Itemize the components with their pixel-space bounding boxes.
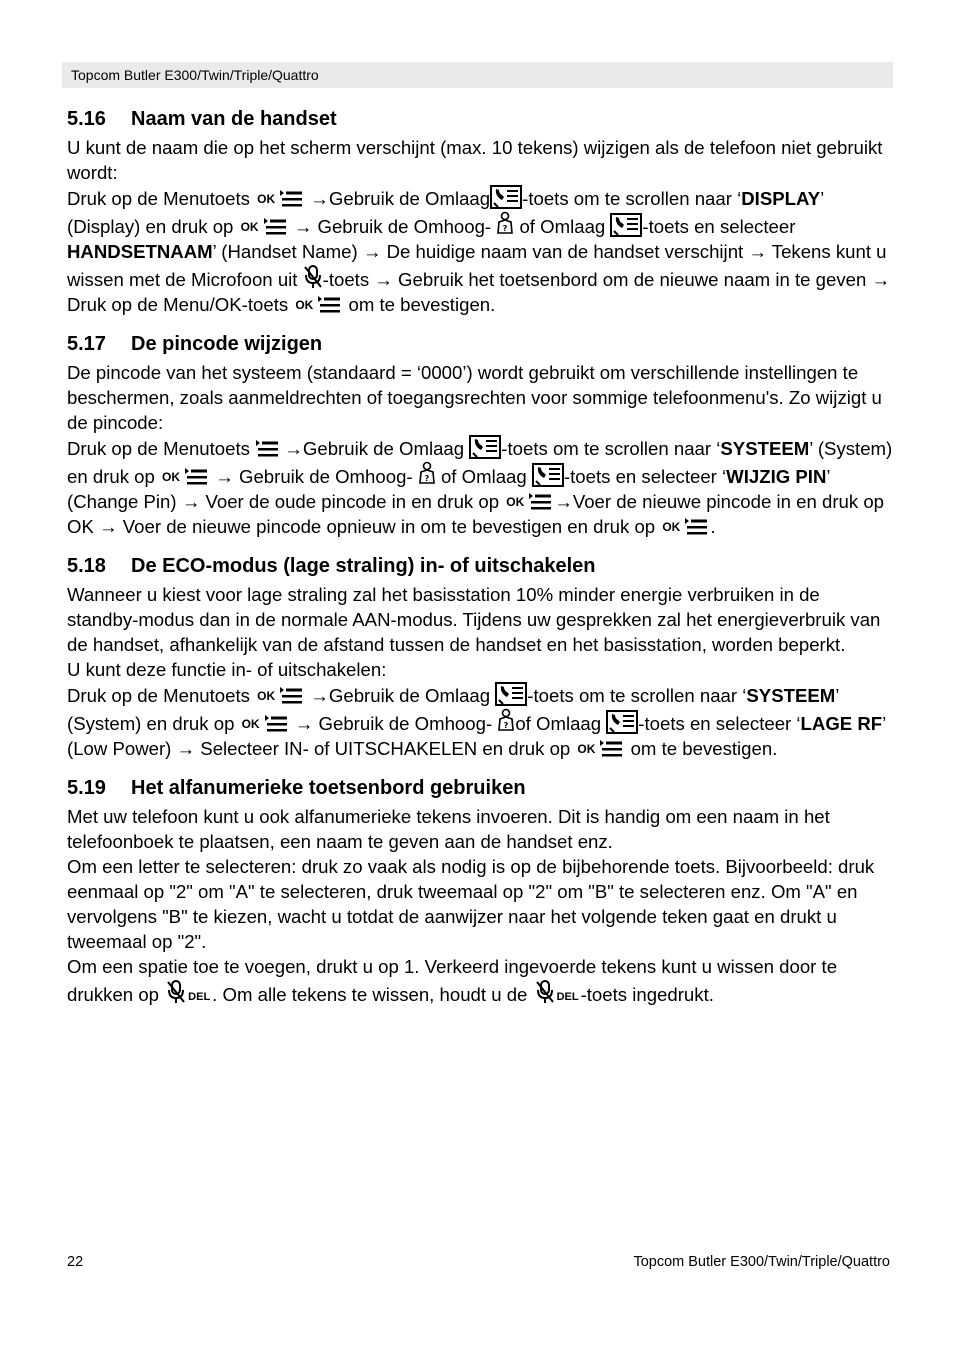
text-run: of Omlaag [519,216,606,237]
ok-label: OK [662,520,681,534]
instruction-paragraph [67,954,893,1010]
section-number: 5.19 [67,777,106,799]
page-number: 22 [67,1254,84,1270]
menu-option: DISPLAY [741,188,821,209]
page-content [67,106,893,1024]
microphone-mute-icon [535,979,555,1005]
text-run: Druk op de Menutoets [67,685,250,706]
ok-menu-icon [242,711,288,736]
text-run: →Voer de nieuwe pincode in en druk op OK → Voer de nieuwe pincode opnieuw in om te bevestigen en druk op [67,491,884,537]
section-heading [67,775,893,802]
scroll-down-key-icon [495,682,527,706]
section-number: 5.17 [67,333,106,355]
paragraph: U kunt deze functie in- of uitschakelen: [67,659,387,680]
paragraph: De pincode van het systeem (standaard = ‘0000’) wordt gebruikt om verschillende instellingen te beschermen, zoals aanmeldrechten of toegangsrechten voor sommige telefoonmenu's. Zo wijzigt u de pincode: [67,362,882,433]
scroll-down-key-icon [469,435,501,459]
text-run: ’ (Handset Name) → De huidige naam van de handset verschijnt → Tekens kunt u wissen met de Microfoon uit [67,241,887,290]
section-change-pin [67,331,893,539]
text-run: -toets en selecteer [642,216,796,237]
del-label: DEL [556,991,579,1003]
section-eco-mode [67,553,893,761]
ok-label: OK [240,220,259,234]
text-run: ’ (System) en druk op [67,438,893,487]
text-run: → Gebruik de Omhoog- [293,216,492,237]
text-run: →Gebruik de Omlaag [310,188,491,209]
menu-icon [599,739,623,759]
mic-del-key-icon [535,979,579,1010]
menu-option: LAGE RF [800,713,883,734]
text-run: of Omlaag [440,466,527,487]
ok-label: OK [257,689,276,703]
instruction-paragraph [67,682,893,761]
scroll-up-key-icon [418,461,436,487]
section-title: Het alfanumerieke toetsenbord gebruiken [131,777,526,799]
section-heading [67,553,893,580]
paragraph: Wanneer u kiest voor lage straling zal het basisstation 10% minder energie verbruiken in de standby-modus dan in de normale AAN-modus. Tijdens uw gesprekken zal het energieverbruik van de handset, afhankelijk van de afstand tussen de handset en het basisstation, worden beperkt. [67,584,881,655]
text-run: →Gebruik de Omlaag [284,438,465,459]
menu-icon [279,686,303,706]
text-run: -toets en selecteer ‘ [638,713,801,734]
microphone-mute-icon [166,979,186,1005]
text-run: Druk op de Menutoets [67,188,250,209]
menu-icon [684,517,708,537]
text-run: -toets → Gebruik het toetsenbord om de nieuwe naam in te geven → Druk op de Menu/OK-toets [67,269,891,315]
ok-menu-icon [241,214,287,239]
text-run: →Gebruik de Omlaag [310,685,491,706]
text-run: Om een spatie toe te voegen, drukt u op 1. Verkeerd ingevoerde tekens kunt u wissen door te drukken op [67,956,838,1005]
text-run: -toets en selecteer ‘ [563,466,727,487]
text-run: om te bevestigen. [630,738,778,759]
ok-menu-icon [162,464,208,489]
text-run: ’ (System) en druk op [67,685,839,734]
section-number: 5.16 [67,108,106,130]
menu-icon [279,189,303,209]
text-run: → Gebruik de Omhoog- [215,466,413,487]
scroll-down-key-icon [490,185,522,209]
instruction-paragraph [67,435,893,539]
scroll-down-key-icon [606,710,638,734]
ok-label: OK [295,298,314,312]
ok-menu-icon [506,489,552,514]
header-title: Topcom Butler E300/Twin/Triple/Quattro [71,67,319,83]
menu-option: HANDSETNAAM [67,241,213,262]
section-heading [67,331,893,358]
menu-icon [184,467,208,487]
text-run: . Om alle tekens te wissen, houdt u de [212,984,528,1005]
text-run: ’ (Low Power) → Selecteer IN- of UITSCHAKELEN en druk op [67,713,886,759]
scroll-up-key-icon [496,211,514,237]
footer-title: Topcom Butler E300/Twin/Triple/Quattro [633,1254,890,1270]
section-number: 5.18 [67,555,106,577]
section-title: De pincode wijzigen [131,333,323,355]
text-run: -toets om te scrollen naar ‘ [522,188,742,209]
ok-label: OK [162,470,181,484]
menu-option: SYSTEEM [720,438,810,459]
ok-menu-icon [295,292,341,317]
paragraph: Om een letter te selecteren: druk zo vaak als nodig is op de bijbehorende toets. Bijvoorbeeld: druk eenmaal op "2" om "A" te selecteren, druk tweemaal op "2" om "B" te selecteren enz. Om "A" en vervolgens "B" te kiezen, wacht u totdat de aanwijzer naar het volgende teken gaat en drukt u tweemaal op "2". [67,856,875,952]
microphone-mute-icon [303,264,323,290]
ok-label: OK [577,742,596,756]
section-alphanumeric-keyboard [67,775,893,1010]
menu-option: WIJZIG PIN [726,466,827,487]
menu-icon [263,217,287,237]
ok-menu-icon [257,186,303,211]
text-run: . [710,516,716,537]
ok-menu-icon [577,736,623,761]
section-heading [67,106,893,133]
section-handset-name [67,106,893,317]
menu-icon [255,439,279,459]
ok-menu-icon [662,514,708,539]
paragraph: Met uw telefoon kunt u ook alfanumerieke tekens invoeren. Dit is handig om een naam in het telefoonboek te plaatsen, een naam te geven aan de handset enz. [67,806,830,852]
paragraph: U kunt de naam die op het scherm verschijnt (max. 10 tekens) wijzigen als de telefoon niet gebruikt wordt: [67,137,883,183]
scroll-down-key-icon [610,213,642,237]
text-run: om te bevestigen. [348,294,496,315]
text-run: ’ (Display) en druk op [67,188,824,237]
menu-option: SYSTEEM [746,685,836,706]
del-label: DEL [188,991,211,1003]
menu-icon [317,295,341,315]
ok-label: OK [257,192,276,206]
text-run: -toets om te scrollen naar ‘ [501,438,721,459]
text-run: -toets ingedrukt. [580,984,714,1005]
scroll-down-key-icon [532,463,564,487]
menu-icon [264,714,288,734]
ok-menu-icon [257,683,303,708]
text-run: → Gebruik de Omhoog- [294,713,493,734]
ok-label: OK [241,717,260,731]
menu-icon [528,492,552,512]
ok-label: OK [506,495,525,509]
section-title: Naam van de handset [131,108,337,130]
text-run: -toets om te scrollen naar ‘ [527,685,747,706]
section-title: De ECO-modus (lage straling) in- of uitschakelen [131,555,596,577]
scroll-up-key-icon [497,708,515,734]
page-header [62,62,893,88]
text-run: of Omlaag [515,713,602,734]
instruction-paragraph [67,185,893,317]
text-run: ’ (Change Pin) → Voer de oude pincode in en druk op [67,466,830,512]
text-run: Druk op de Menutoets [67,438,250,459]
mic-del-key-icon [166,979,210,1010]
